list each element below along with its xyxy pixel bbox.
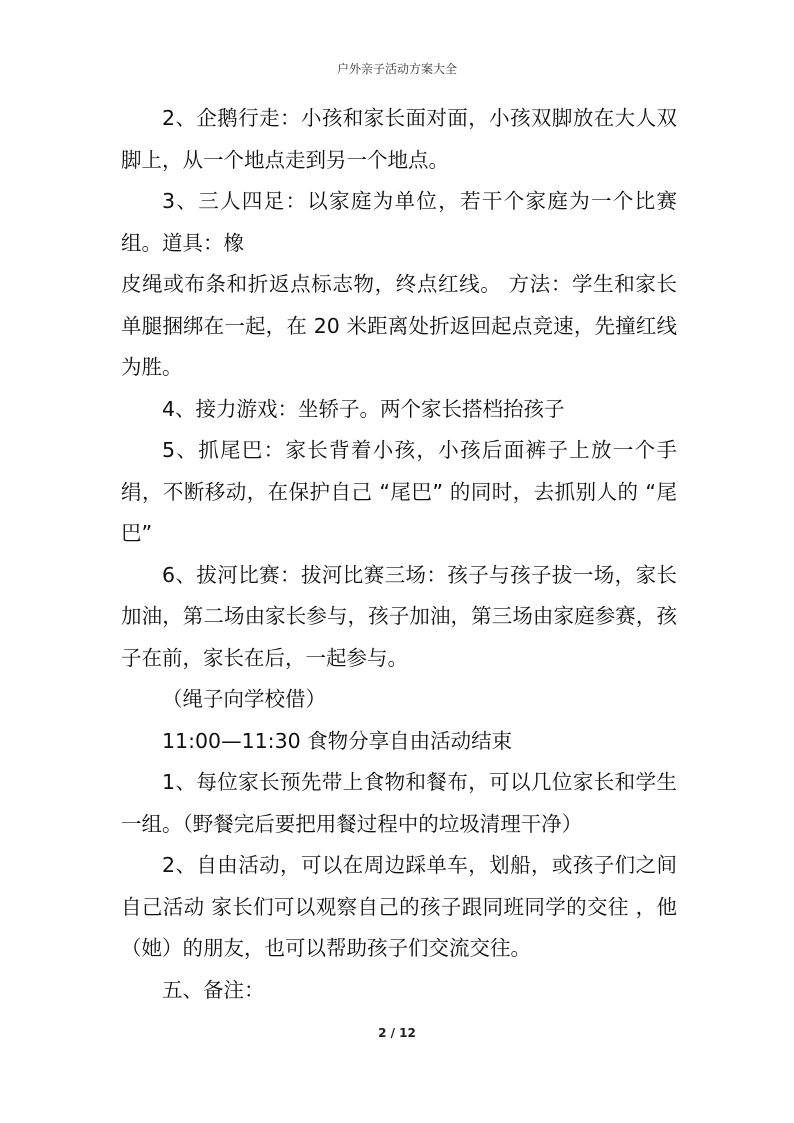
document-body: [121, 98, 677, 1011]
page-number: 2 / 12: [378, 1026, 416, 1040]
body-paragraph: 1、每位家长预先带上食物和餐布，可以几位家长和学生一组。（野餐完后要把用餐过程中的垃圾清理干净）: [121, 770, 677, 836]
body-paragraph: （绳子向学校借）: [162, 687, 326, 711]
body-paragraph: 4、接力游戏：坐轿子。两个家长搭档抬孩子: [162, 396, 565, 421]
body-paragraph: 2、企鹅行走：小孩和家长面对面，小孩双脚放在大人双脚上，从一个地点走到另一个地点。: [121, 106, 677, 172]
body-paragraph: 6、拔河比赛：拔河比赛三场：孩子与孩子拔一场，家长加油，第二场由家长参与，孩子加油，第三场由家庭参赛，孩子在前，家长在后，一起参与。: [121, 562, 677, 670]
body-paragraph: 11:00—11:30 食物分享自由活动结束: [162, 728, 513, 753]
section-heading: 五、备注：: [162, 977, 265, 1002]
body-paragraph: 5、抓尾巴：家长背着小孩，小孩后面裤子上放一个手绢，不断移动，在保护自己 “尾巴” 的同时，去抓别人的 “尾巴”: [121, 438, 677, 545]
body-paragraph: 皮绳或布条和折返点标志物，终点红线。 方法：学生和家长单腿捆绑在一起，在 20 米距离处折返回起点竞速，先撞红线为胜。: [121, 272, 677, 379]
page-header-title: 户外亲子活动方案大全: [336, 62, 457, 76]
body-paragraph: 3、三人四足：以家庭为单位，若干个家庭为一个比赛组。道具：橡: [121, 189, 677, 255]
body-paragraph: 2、自由活动，可以在周边踩单车，划船，或孩子们之间自己活动 家长们可以观察自己的孩子跟同班同学的交往 ，他（她）的朋友，也可以帮助孩子们交流交往。: [121, 853, 677, 960]
